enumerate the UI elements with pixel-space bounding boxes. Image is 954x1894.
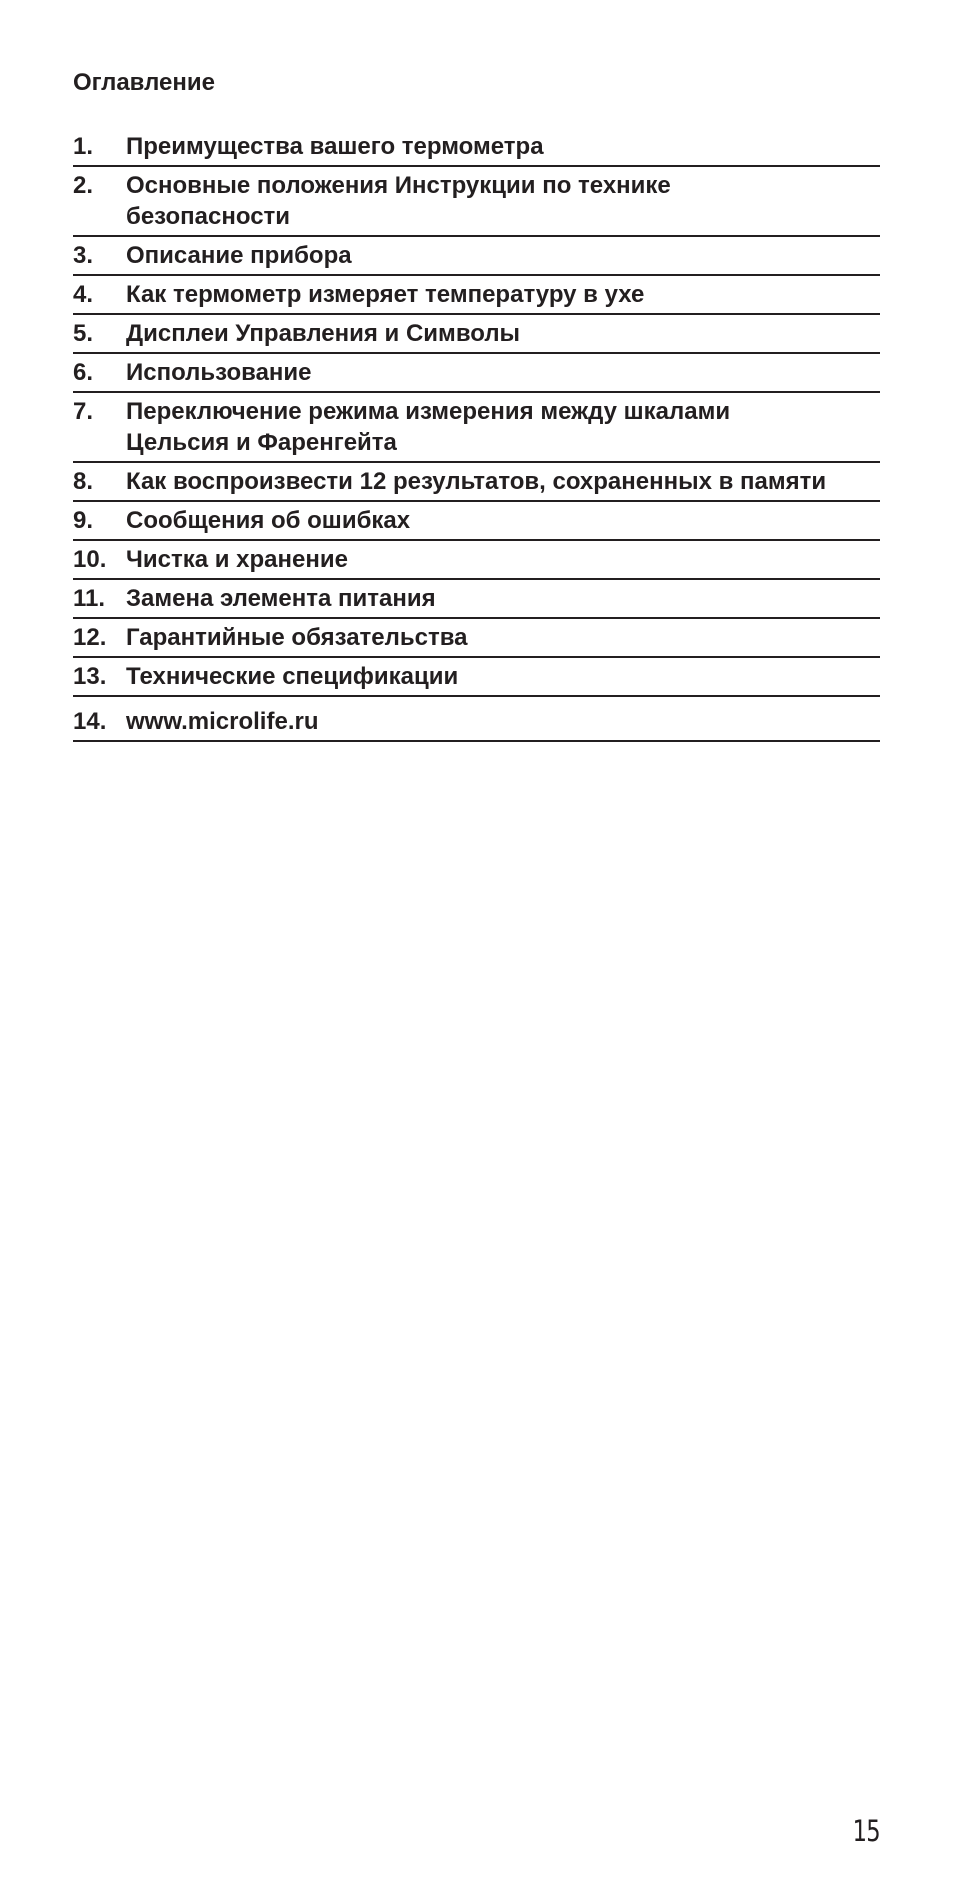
toc-item-3[interactable] [73,237,880,276]
page-title: Оглавление [73,69,215,96]
toc-title: Дисплеи Управления и Символы [126,320,521,347]
toc-item-12[interactable] [73,619,880,658]
toc-number: 12. [73,624,107,651]
toc-number: 3. [73,242,94,269]
toc-title: Переключение режима измерения между шкалами Цельсия и Фаренгейта [126,398,731,456]
toc-number: 11. [73,585,106,612]
toc-title: Чистка и хранение [126,546,348,573]
toc-item-10[interactable] [73,541,880,580]
toc-title: Сообщения об ошибках [126,507,411,534]
table-of-contents [73,128,880,742]
toc-item-13[interactable] [73,658,880,697]
toc-item-1[interactable] [73,128,880,167]
toc-number: 5. [73,320,94,347]
toc-item-9[interactable] [73,502,880,541]
toc-number: 13. [73,663,107,690]
page-number: 15 [852,1814,880,1848]
toc-number: 7. [73,398,94,425]
toc-item-4[interactable] [73,276,880,315]
toc-title: Гарантийные обязательства [126,624,468,651]
toc-number: 14. [73,708,107,735]
toc-item-6[interactable] [73,354,880,393]
toc-number: 9. [73,507,94,534]
toc-item-11[interactable] [73,580,880,619]
toc-title: Замена элемента питания [126,585,436,612]
toc-number: 2. [73,172,94,199]
toc-number: 4. [73,281,94,308]
toc-title: Технические спецификации [126,663,459,690]
toc-title: Как термометр измеряет температуру в ухе [126,281,645,308]
toc-number: 6. [73,359,94,386]
toc-item-5[interactable] [73,315,880,354]
toc-item-7[interactable] [73,393,880,463]
toc-title: Основные положения Инструкции по технике безопасности [126,172,671,230]
toc-number: 8. [73,468,94,495]
toc-title: Использование [126,359,312,386]
toc-number: 1. [73,133,94,160]
toc-number: 10. [73,546,107,573]
toc-title: Преимущества вашего термометра [126,133,544,160]
toc-item-8[interactable] [73,463,880,502]
toc-title: Описание прибора [126,242,352,269]
toc-link-website[interactable]: www.microlife.ru [126,708,319,735]
toc-item-14[interactable] [73,697,880,742]
toc-title: Как воспроизвести 12 результатов, сохраненных в памяти [126,468,827,495]
toc-item-2[interactable] [73,167,880,237]
